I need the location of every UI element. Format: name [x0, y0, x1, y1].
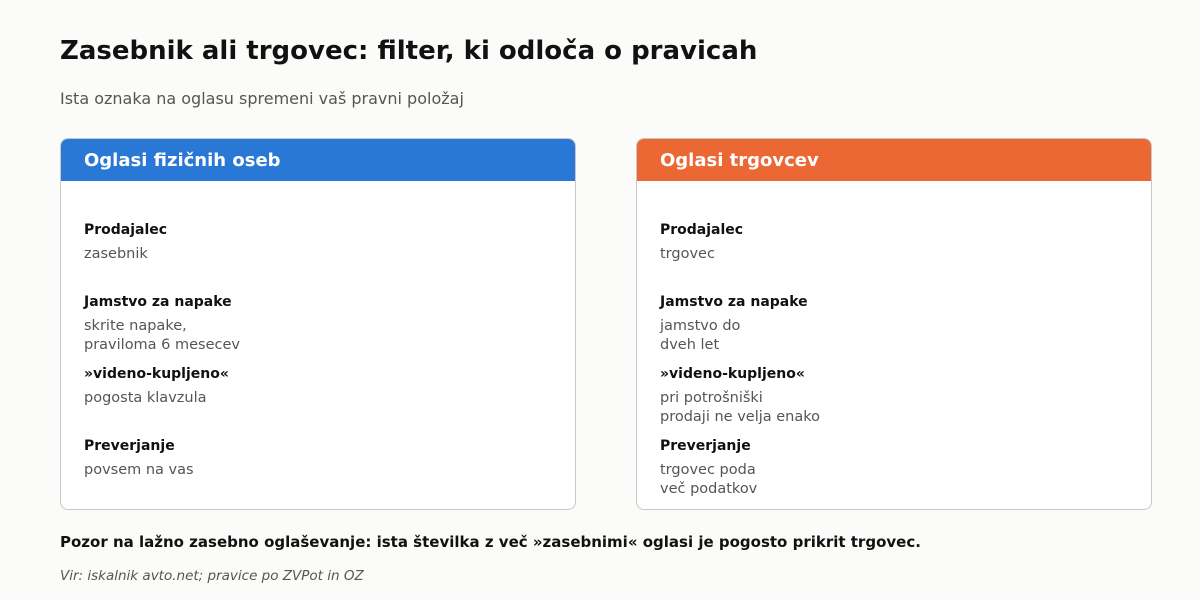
private-row-warranty [84, 293, 555, 355]
source-note: Vir: iskalnik avto.net; pravice po ZVPot in OZ [60, 568, 364, 584]
dealers-header: Oglasi trgovcev [637, 139, 1151, 181]
private-row-seen-bought [84, 365, 555, 408]
page-subtitle: Ista oznaka na oglasu spremeni vaš pravni položaj [60, 89, 464, 108]
dealer-row-seen-bought [660, 365, 1131, 427]
private-sellers-card [60, 138, 576, 510]
warning-note: Pozor na lažno zasebno oglaševanje: ista številka z več »zasebnimi« oglasi je pogosto prikrit trgovec. [60, 533, 921, 551]
row-value: skrite napake, praviloma 6 mesecev [84, 318, 241, 353]
private-row-verification [84, 437, 555, 480]
row-label: Jamstvo za napake [660, 294, 808, 310]
row-label: »videno-kupljeno« [84, 366, 229, 382]
row-value: pri potrošniški prodaji ne velja enako [660, 390, 820, 425]
row-label: Jamstvo za napake [84, 294, 232, 310]
row-value: trgovec poda več podatkov [660, 462, 758, 497]
row-value: trgovec [660, 246, 715, 262]
dealer-row-warranty [660, 293, 1131, 355]
row-label: Prodajalec [84, 222, 168, 238]
row-label: Preverjanje [660, 438, 751, 454]
page-title: Zasebnik ali trgovec: filter, ki odloča o pravicah [60, 36, 758, 66]
row-value: zasebnik [84, 246, 148, 262]
row-value: jamstvo do dveh let [660, 318, 741, 353]
dealers-card [636, 138, 1152, 510]
private-row-seller [84, 221, 555, 264]
row-value: pogosta klavzula [84, 390, 207, 406]
row-label: »videno-kupljeno« [660, 366, 805, 382]
row-label: Preverjanje [84, 438, 175, 454]
private-sellers-header: Oglasi fizičnih oseb [61, 139, 575, 181]
row-label: Prodajalec [660, 222, 744, 238]
dealer-row-verification [660, 437, 1131, 499]
dealer-row-seller [660, 221, 1131, 264]
row-value: povsem na vas [84, 462, 194, 478]
